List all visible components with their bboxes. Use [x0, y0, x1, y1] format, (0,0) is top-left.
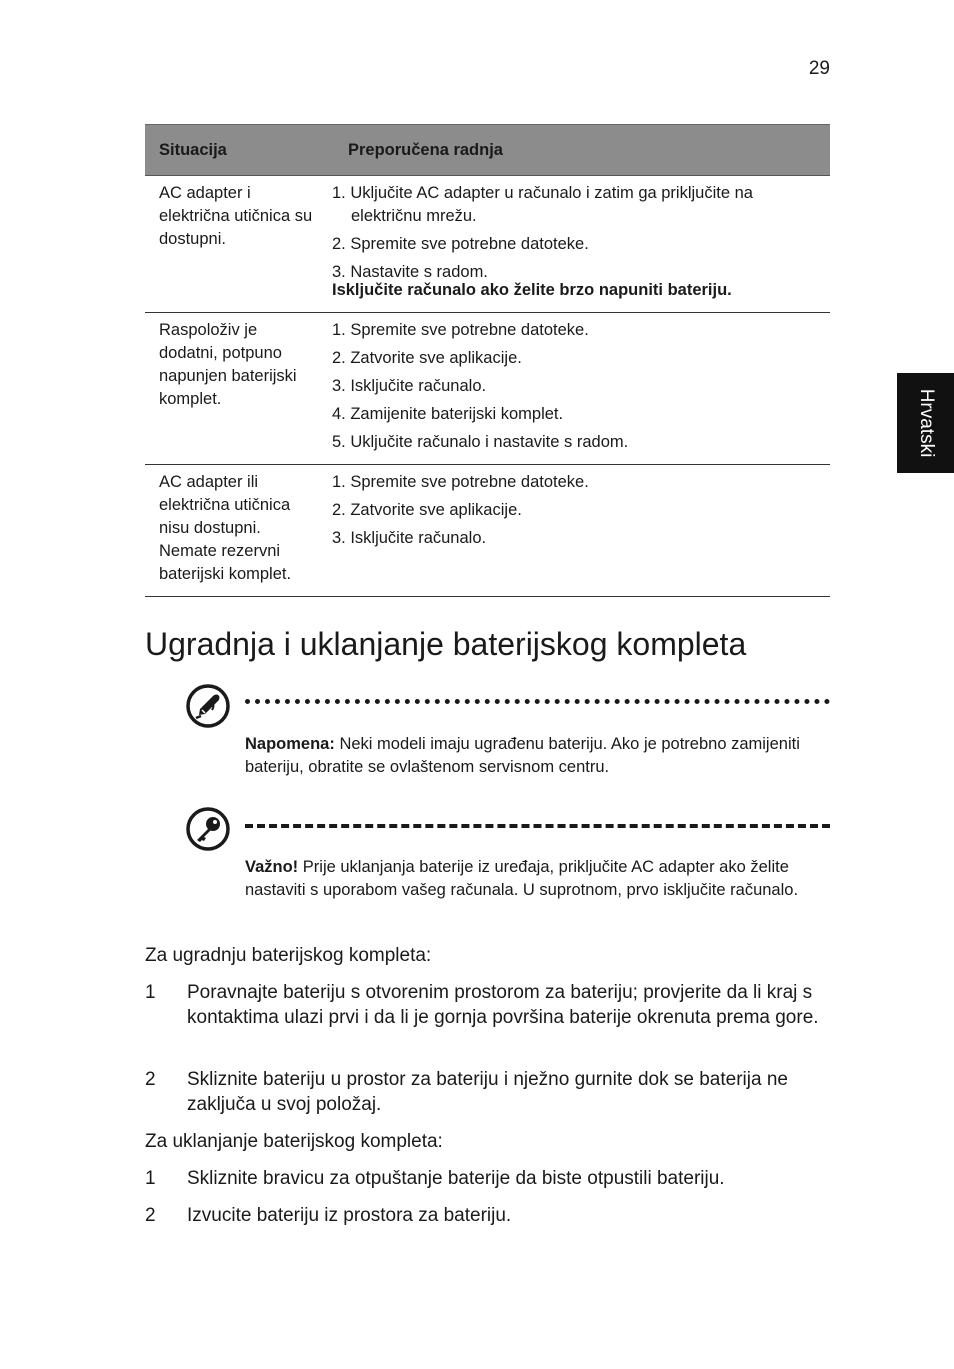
important-label: Važno!: [245, 858, 299, 876]
table-row: [145, 313, 830, 465]
situation-cell: AC adapter ili električna utičnica nisu dostupni. Nemate rezervni baterijski komplet.: [145, 465, 331, 597]
list-item: 3. Nastavite s radom.: [332, 263, 488, 281]
step-number: 1: [145, 982, 156, 1003]
install-intro: Za ugradnju baterijskog kompleta:: [145, 945, 432, 966]
list-item: [145, 1067, 830, 1117]
step-text: Poravnajte bateriju s otvorenim prostorom za bateriju; provjerite da li kraj s kontaktima ulazi prvi i da li je gornja površina baterije okrenuta prema gore.: [187, 982, 819, 1028]
important-body: Prije uklanjanja baterije iz uređaja, priključite AC adapter ako želite nastaviti s uporabom vašeg računala. U suprotnom, prvo isključite računalo.: [245, 858, 799, 899]
list-item: 3. Isključite računalo.: [332, 377, 487, 395]
table-row: [145, 176, 830, 313]
list-item: [145, 1203, 830, 1228]
list-item: 2. Zatvorite sve aplikacije.: [332, 501, 522, 519]
pen-note-icon: [185, 683, 231, 729]
action-cell: [331, 176, 830, 313]
note-body: Neki modeli imaju ugrađenu bateriju. Ako je potrebno zamijeniti bateriju, obratite se ovlaštenom servisnom centru.: [245, 735, 800, 776]
list-item: 2. Spremite sve potrebne datoteke.: [332, 235, 589, 253]
step-number: 2: [145, 1205, 156, 1226]
action-cell: [331, 313, 830, 465]
important-callout: [185, 806, 830, 926]
important-text: [245, 856, 810, 902]
battery-situations-table: [145, 124, 830, 597]
remove-intro: Za uklanjanje baterijskog kompleta:: [145, 1131, 443, 1152]
list-item: [145, 980, 830, 1030]
page-number: 29: [808, 58, 830, 79]
note-label: Napomena:: [245, 735, 335, 753]
list-item: 3. Isključite računalo.: [332, 529, 487, 547]
list-item: 4. Zamijenite baterijski komplet.: [332, 405, 564, 423]
language-label: Hrvatski: [915, 388, 937, 458]
list-item: 1. Spremite sve potrebne datoteke.: [332, 473, 589, 491]
list-item: 1. Spremite sve potrebne datoteke.: [332, 321, 589, 339]
action-steps: [332, 319, 824, 454]
situation-cell: Raspoloživ je dodatni, potpuno napunjen baterijski komplet.: [145, 313, 331, 465]
step-text: Izvucite bateriju iz prostora za bateriju.: [187, 1205, 512, 1226]
action-steps: [332, 471, 824, 550]
header-recommended-action: Preporučena radnja: [331, 125, 830, 176]
table-header-row: [145, 125, 830, 176]
list-item: 1. Uključite AC adapter u računalo i zatim ga priključite na električnu mrežu.: [332, 184, 753, 225]
language-side-tab: [897, 373, 954, 473]
action-steps: [332, 182, 824, 284]
list-item: 2. Zatvorite sve aplikacije.: [332, 349, 522, 367]
action-cell: [331, 465, 830, 597]
note-callout: [185, 683, 830, 793]
step-text: Skliznite bravicu za otpuštanje baterije da biste otpustili bateriju.: [187, 1168, 725, 1189]
list-item: 5. Uključite računalo i nastavite s radom.: [332, 433, 629, 451]
list-item: [145, 1166, 830, 1191]
table-row: [145, 465, 830, 597]
dotted-divider: [245, 699, 830, 704]
header-situation: Situacija: [145, 125, 331, 176]
step-number: 2: [145, 1069, 156, 1090]
situation-cell: AC adapter i električna utičnica su dostupni.: [145, 176, 331, 313]
step-number: 1: [145, 1168, 156, 1189]
step-text: Skliznite bateriju u prostor za bateriju i nježno gurnite dok se baterija ne zaključa u svoj položaj.: [187, 1069, 788, 1115]
bold-note: Isključite računalo ako želite brzo napuniti bateriju.: [332, 281, 732, 299]
section-title: Ugradnja i uklanjanje baterijskog kompleta: [145, 626, 747, 662]
note-text: [245, 733, 810, 779]
dashed-divider: [245, 824, 830, 828]
key-icon: [185, 806, 231, 852]
